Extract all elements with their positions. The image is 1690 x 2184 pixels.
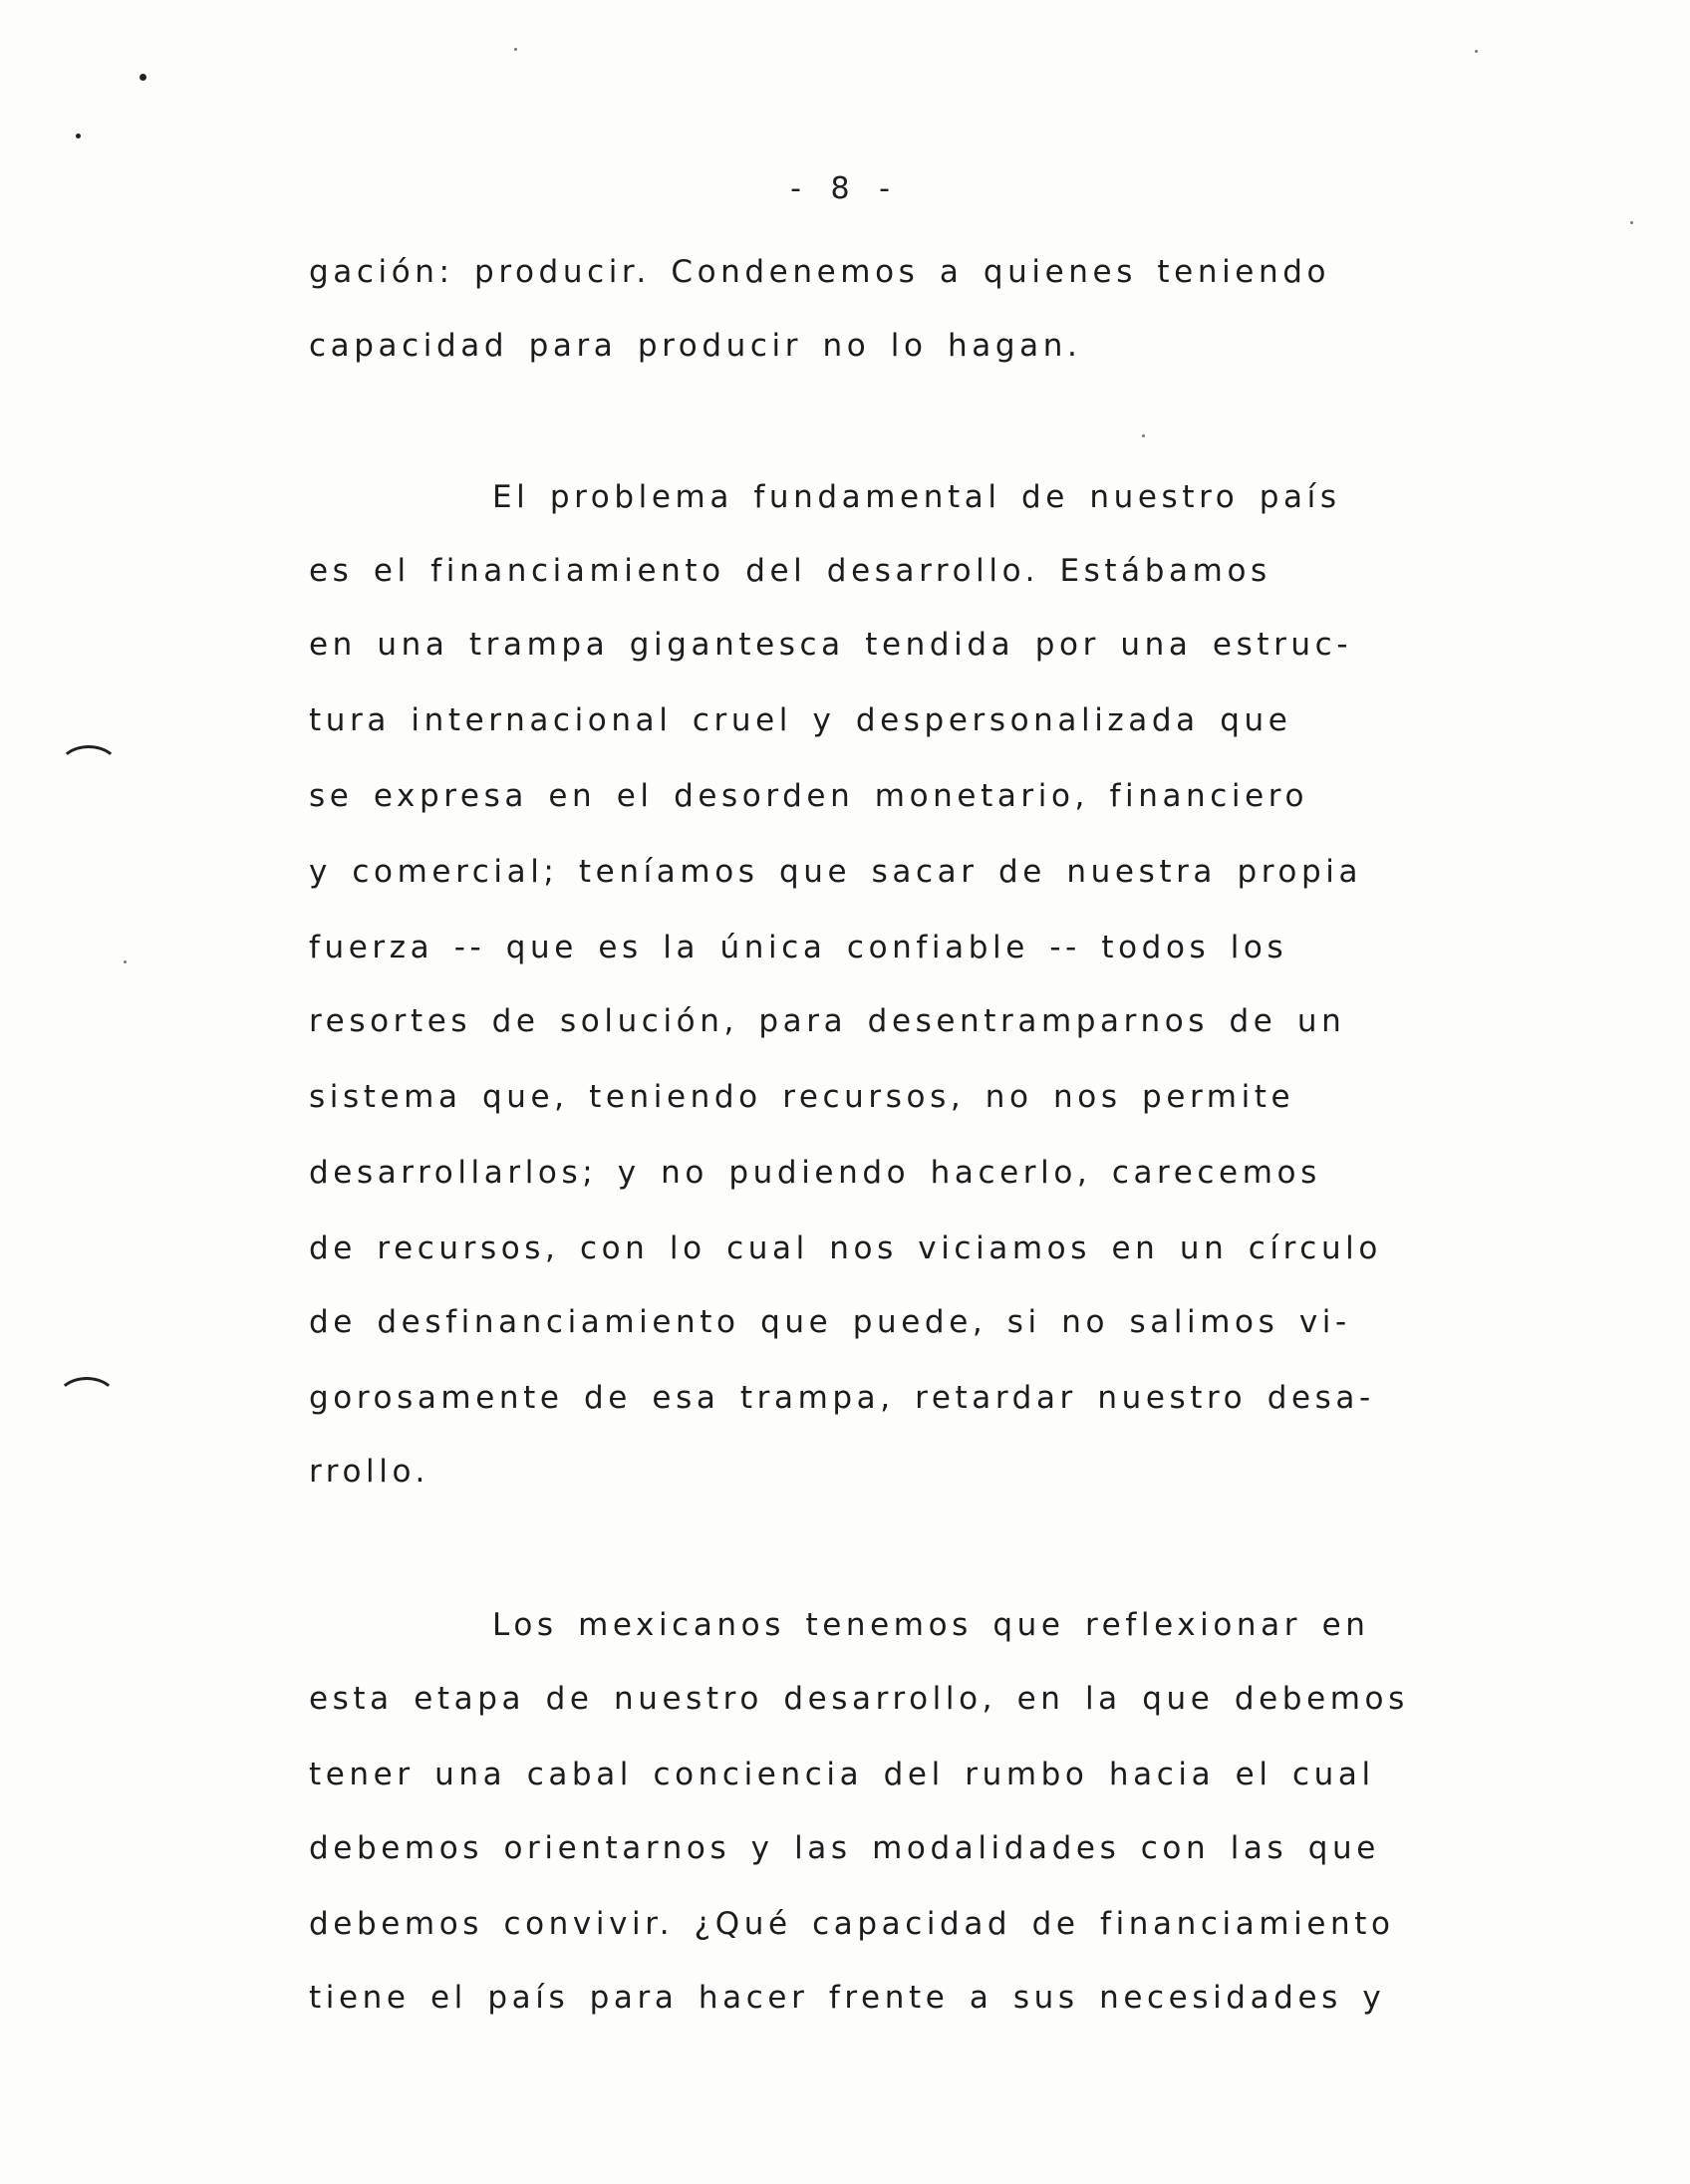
text-line: se expresa en el desorden monetario, financiero [309,778,1309,814]
scan-speck [1630,221,1633,224]
text-line: gorosamente de esa trampa, retardar nuestro desa- [309,1380,1375,1416]
text-line: de desfinanciamiento que puede, si no salimos vi- [309,1304,1351,1340]
paragraph-first-line: El problema fundamental de nuestro país [492,479,1341,515]
text-line: es el financiamiento del desarrollo. Estábamos [309,553,1271,589]
text-line: en una trampa gigantesca tendida por una estruc- [309,627,1353,663]
paragraph-first-line: Los mexicanos tenemos que reflexionar en [492,1607,1370,1643]
scan-speck [1475,50,1478,53]
text-line: rrollo. [309,1454,429,1490]
text-line: sistema que, teniendo recursos, no nos permite [309,1079,1295,1115]
scan-dot [76,134,81,138]
text-line: capacidad para producir no lo hagan. [309,328,1082,364]
punch-hole-mark [58,745,120,791]
scan-speck [1142,434,1145,437]
text-line: fuerza -- que es la única confiable -- todos los [309,930,1288,965]
text-line: desarrollarlos; y no pudiendo hacerlo, carecemos [309,1155,1321,1191]
text-line: tura internacional cruel y despersonalizada que [309,702,1292,738]
text-line: tener una cabal conciencia del rumbo hacia el cual [309,1757,1375,1792]
text-line: gación: producir. Condenemos a quienes teniendo [309,254,1331,290]
scan-dot [140,74,146,81]
text-line: debemos orientarnos y las modalidades con las que [309,1830,1380,1866]
text-line: debemos convivir. ¿Qué capacidad de financiamiento [309,1906,1395,1942]
text-line: resortes de solución, para desentramparnos de un [309,1003,1346,1039]
text-line: tiene el país para hacer frente a sus necesidades y [309,1980,1386,2016]
text-line: esta etapa de nuestro desarrollo, en la que debemos [309,1681,1409,1717]
text-line: de recursos, con lo cual nos viciamos en un círculo [309,1230,1382,1266]
text-line: y comercial; teníamos que sacar de nuestra propia [309,854,1363,890]
scan-speck [514,48,517,51]
scan-speck [124,960,127,963]
page-number: - 8 - [790,171,900,206]
punch-hole-mark [56,1377,118,1423]
